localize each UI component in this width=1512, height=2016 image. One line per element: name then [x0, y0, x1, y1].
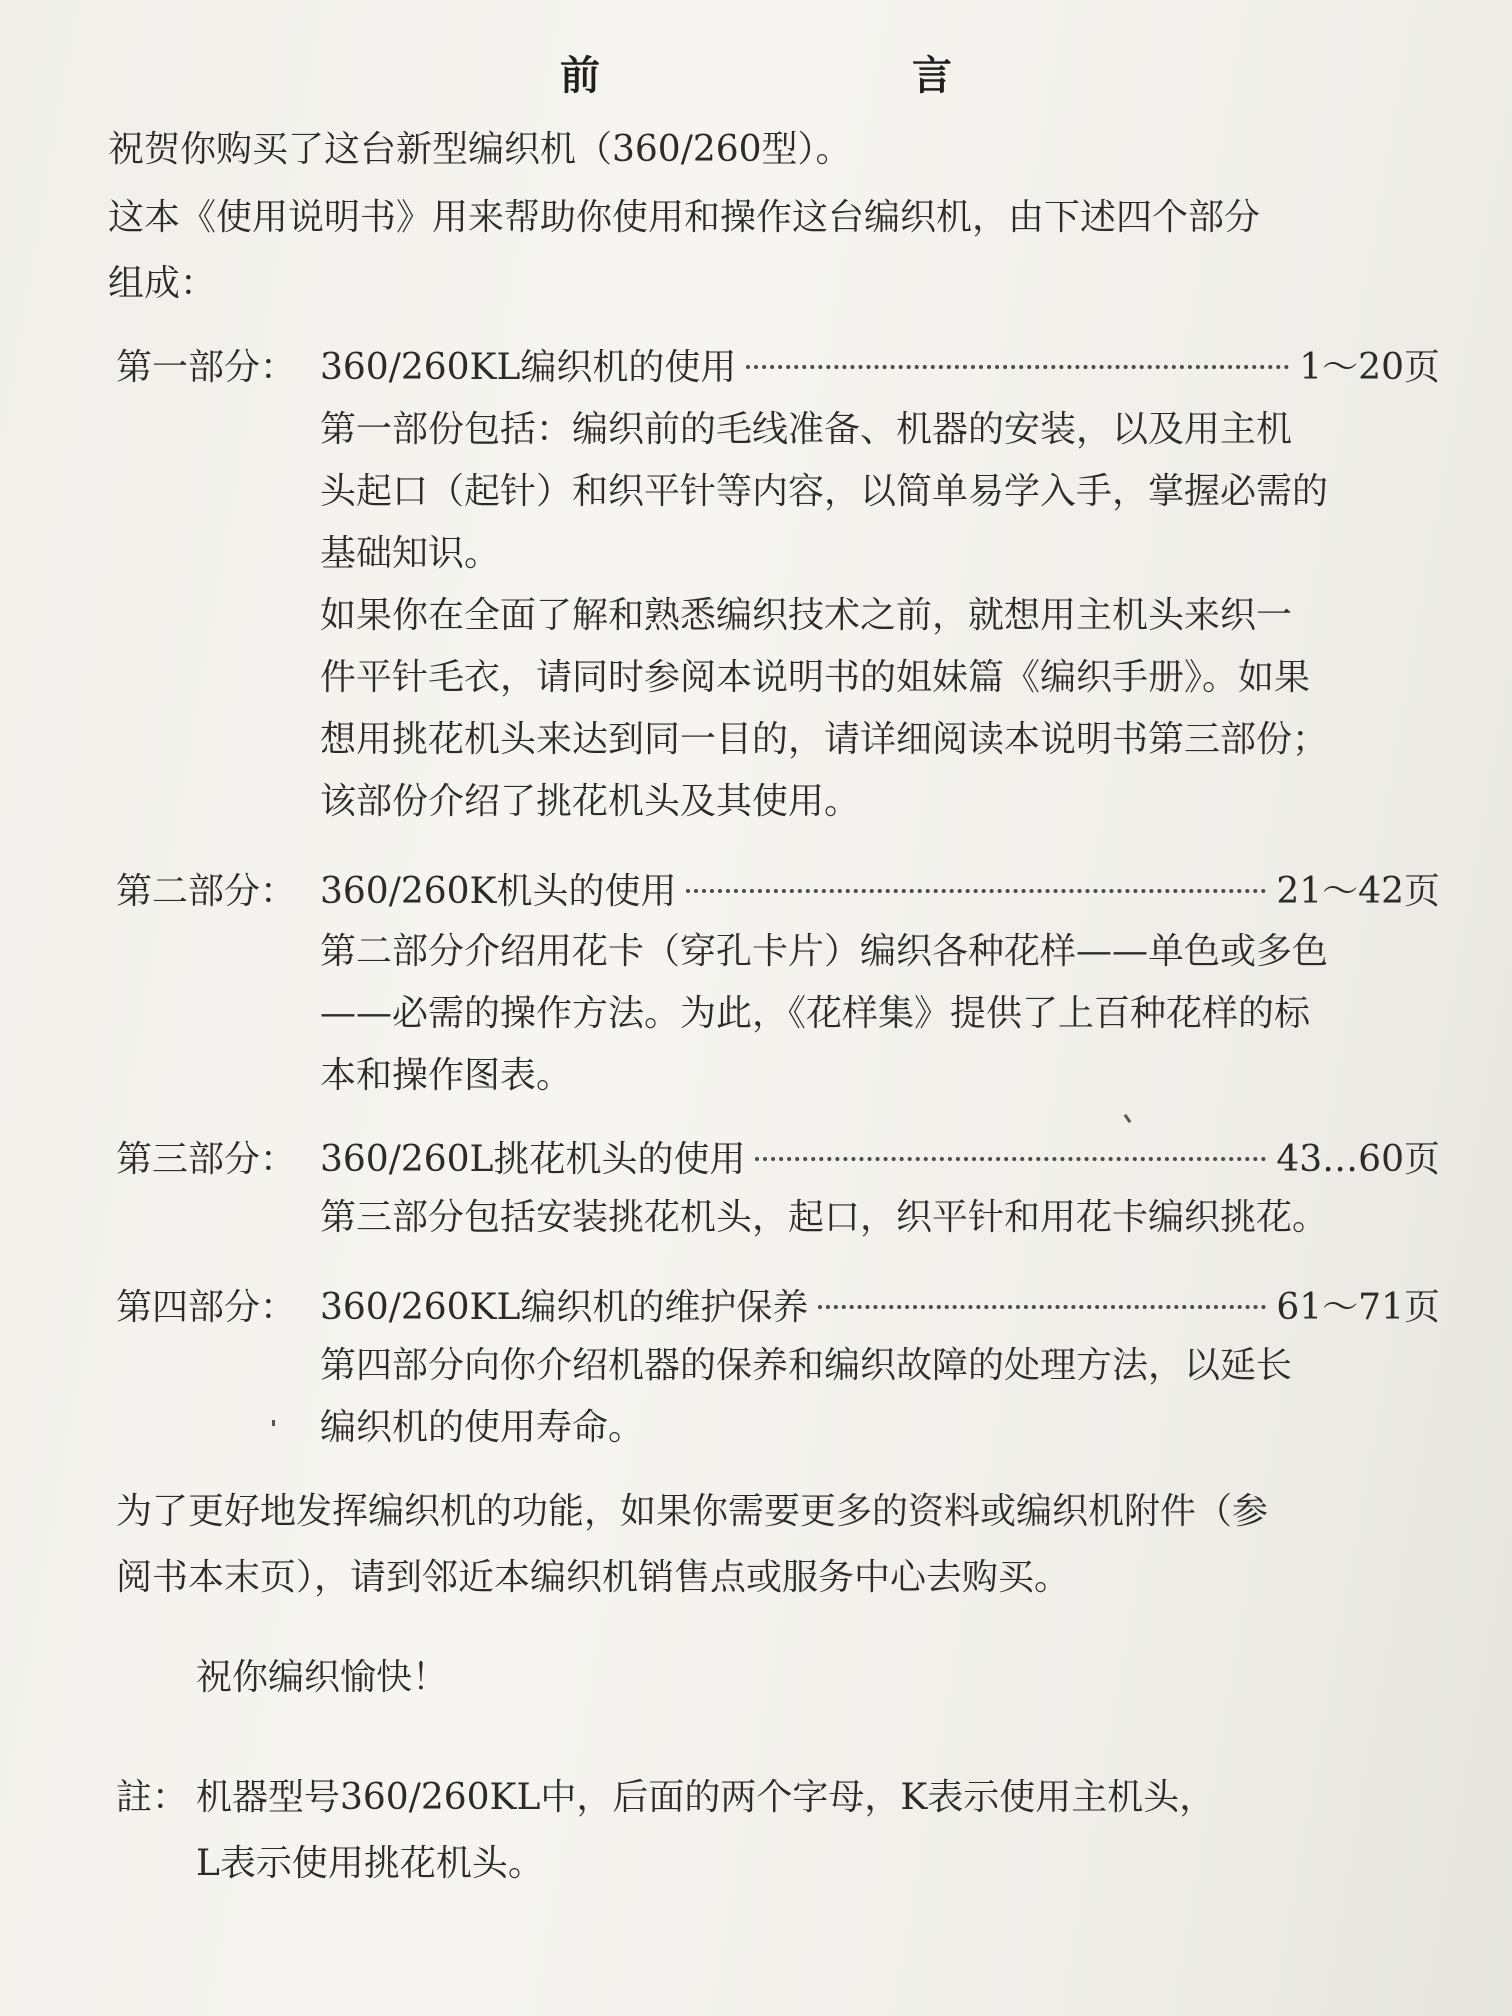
section-1-line-5: 件平针毛衣，请同时参阅本说明书的姐妹篇《编织手册》。如果 — [320, 657, 1311, 698]
stray-mark — [272, 1420, 275, 1426]
section-1-leader-dots — [746, 365, 1289, 369]
page-title: 前 言 — [560, 53, 1088, 99]
section-3-entry-title: 360/260L挑花机头的使用 — [320, 1139, 746, 1180]
section-1-line-4: 如果你在全面了解和熟悉编织技术之前，就想用主机头来织一 — [320, 595, 1293, 636]
intro-line-1: 祝贺你购买了这台新型编织机（360/260型）。 — [108, 129, 852, 170]
section-3-leader-dots — [755, 1157, 1266, 1161]
section-4-pages: 61～71页 — [1276, 1287, 1440, 1328]
section-3-toc-entry — [320, 1138, 1440, 1182]
section-4-line-1: 第四部分向你介绍机器的保养和编织故障的处理方法，以延长 — [320, 1345, 1293, 1386]
section-2-leader-dots — [686, 889, 1266, 893]
section-4-label: 第四部分： — [116, 1287, 297, 1328]
section-2-toc-entry — [320, 870, 1440, 914]
section-3-pages: 43…60页 — [1276, 1139, 1440, 1180]
section-2-entry-title: 360/260K机头的使用 — [320, 871, 677, 912]
section-2-line-2: ——必需的操作方法。为此，《花样集》提供了上百种花样的标 — [320, 993, 1311, 1034]
section-1-line-1: 第一部份包括：编织前的毛线准备、机器的安装，以及用主机 — [320, 409, 1293, 450]
closing-line-1: 为了更好地发挥编织机的功能，如果你需要更多的资料或编织机附件（参 — [116, 1491, 1269, 1532]
section-1-line-2: 头起口（起针）和织平针等内容，以简单易学入手，掌握必需的 — [320, 471, 1329, 512]
section-2-line-3: 本和操作图表。 — [320, 1055, 573, 1096]
section-1-line-6: 想用挑花机头来达到同一目的，请详细阅读本说明书第三部份； — [320, 719, 1329, 760]
section-1-pages: 1～20页 — [1299, 347, 1440, 388]
intro-line-2: 这本《使用说明书》用来帮助你使用和操作这台编织机，由下述四个部分 — [108, 197, 1261, 238]
note-line-2: L表示使用挑花机头。 — [196, 1843, 544, 1884]
closing-line-2: 阅书本末页），请到邻近本编织机销售点或服务中心去购买。 — [116, 1557, 1071, 1598]
section-2-pages: 21～42页 — [1276, 871, 1440, 912]
section-3-line-1: 第三部分包括安装挑花机头，起口，织平针和用花卡编织挑花。 — [320, 1197, 1329, 1238]
section-1-line-3: 基础知识。 — [320, 533, 501, 574]
section-4-line-2: 编织机的使用寿命。 — [320, 1407, 645, 1448]
closing-wish: 祝你编织愉快！ — [196, 1657, 449, 1698]
section-4-entry-title: 360/260KL编织机的维护保养 — [320, 1287, 809, 1328]
section-2-label: 第二部分： — [116, 871, 297, 912]
section-1-entry-title: 360/260KL编织机的使用 — [320, 347, 737, 388]
section-4-toc-entry — [320, 1286, 1440, 1330]
section-2-line-1: 第二部分介绍用花卡（穿孔卡片）编织各种花样——单色或多色 — [320, 931, 1329, 972]
section-1-line-7: 该部份介绍了挑花机头及其使用。 — [320, 781, 861, 822]
section-3-label: 第三部分： — [116, 1139, 297, 1180]
note-label: 註： — [116, 1777, 189, 1818]
section-1-label: 第一部分： — [116, 347, 297, 388]
note-line-1: 机器型号360/260KL中，后面的两个字母，K表示使用主机头， — [196, 1777, 1216, 1818]
section-1-toc-entry — [320, 346, 1440, 390]
section-4-leader-dots — [818, 1305, 1266, 1309]
intro-line-3: 组成： — [108, 263, 217, 304]
stray-mark — [1124, 1114, 1132, 1123]
